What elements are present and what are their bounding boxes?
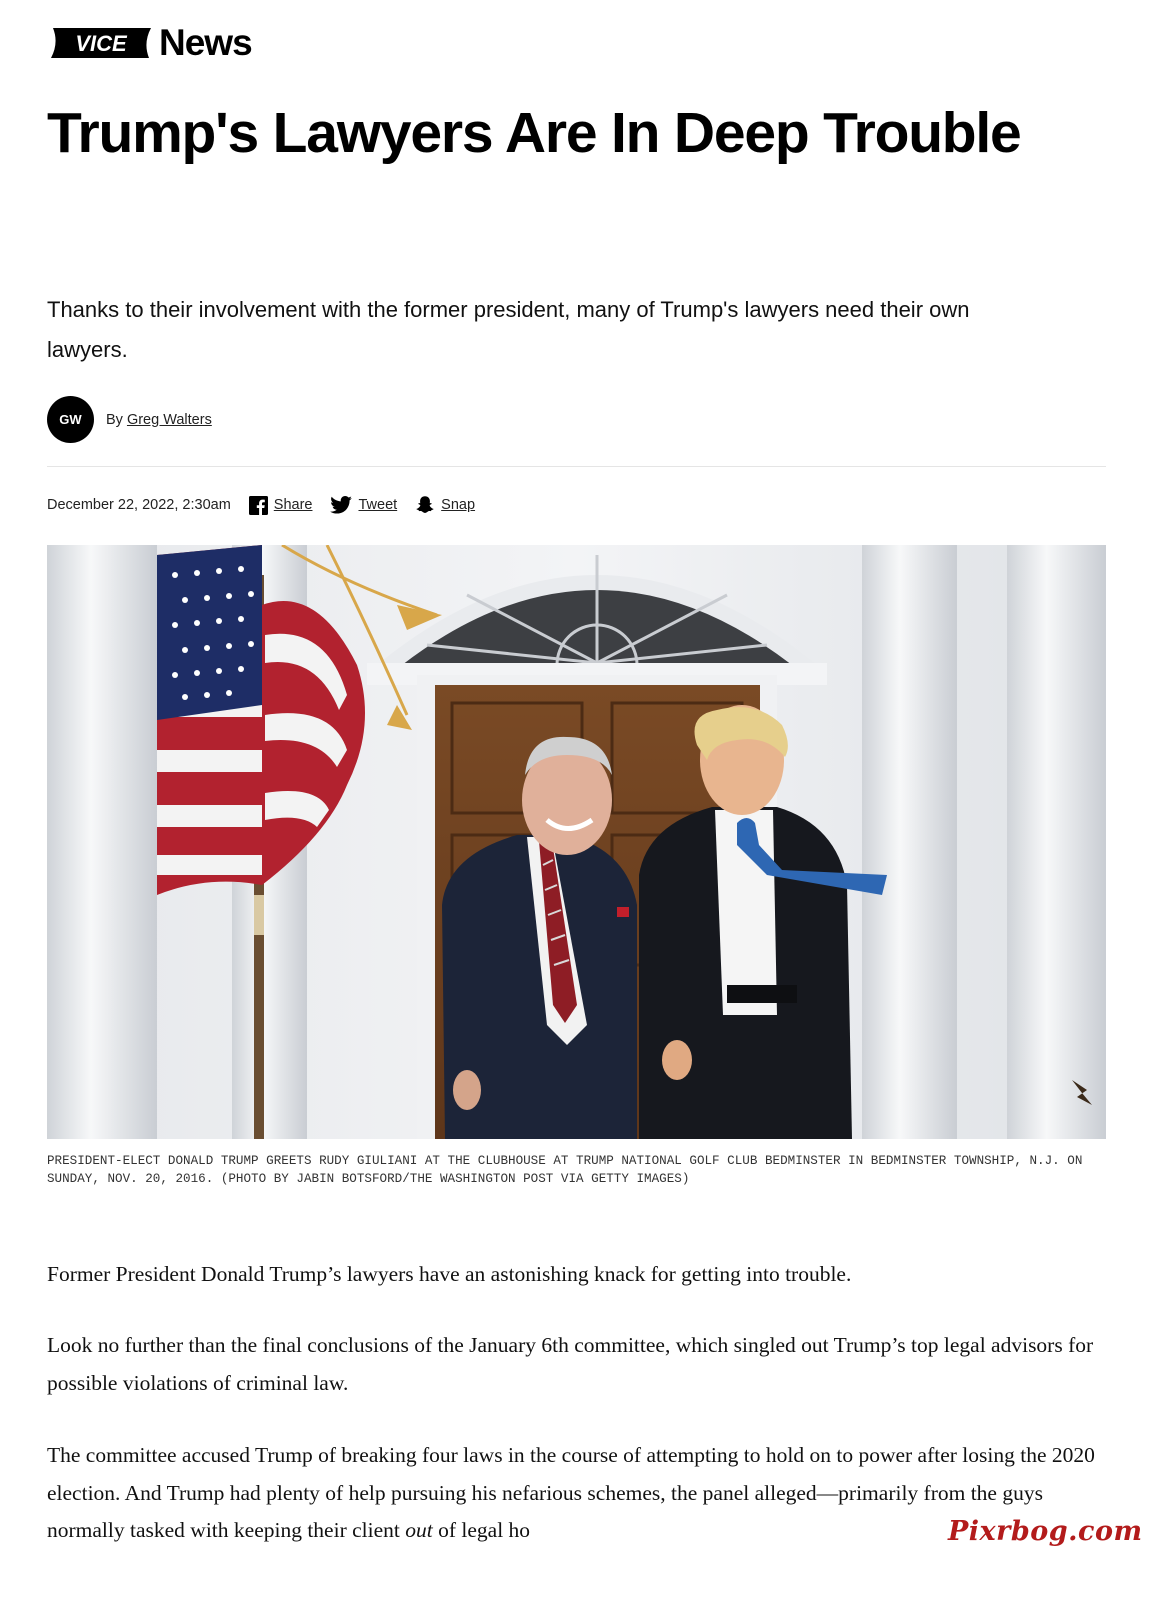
share-snapchat-button[interactable] bbox=[415, 495, 475, 515]
share-facebook-label[interactable]: Share bbox=[273, 497, 313, 513]
vice-logo-mark bbox=[47, 24, 155, 62]
article-meta bbox=[47, 494, 475, 516]
photo-caption: PRESIDENT-ELECT DONALD TRUMP GREETS RUDY GIULIANI AT THE CLUBHOUSE AT TRUMP NATIONAL GOLF CLUB BEDMINSTER IN BEDMINSTER TOWNSHIP, N.J. ON SUNDAY, NOV. 20, 2016. (PHOTO BY JABIN BOTSFORD/THE WASHINGTON POST VIA GETTY IMAGES) bbox=[47, 1154, 1083, 1186]
article-dek: Thanks to their involvement with the former president, many of Trump's lawyers need their own lawyers. bbox=[47, 297, 970, 362]
paragraph-3-text-end: of legal ho bbox=[432, 1518, 531, 1542]
paragraph-1: Former President Donald Trump’s lawyers have an astonishing knack for getting into trouble. bbox=[47, 1262, 852, 1286]
paragraph-2: Look no further than the final conclusions of the January 6th committee, which singled out Trump’s top legal advisors for possible violations of criminal law. bbox=[47, 1333, 1094, 1395]
share-facebook-button[interactable] bbox=[249, 496, 313, 515]
byline bbox=[47, 396, 212, 443]
divider bbox=[47, 466, 1106, 467]
publish-date: December 22, 2022, 2:30am bbox=[47, 497, 231, 513]
logo-news-text: News bbox=[159, 22, 252, 63]
snapchat-icon bbox=[415, 495, 435, 515]
author-link[interactable]: Greg Walters bbox=[126, 411, 212, 428]
share-snapchat-label[interactable]: Snap bbox=[441, 497, 476, 513]
author-avatar[interactable]: GW bbox=[47, 396, 94, 443]
paragraph-3-emphasis: out bbox=[405, 1518, 433, 1542]
watermark: Pixrbog.com bbox=[948, 1516, 1143, 1547]
by-prefix: By bbox=[106, 411, 123, 428]
hero-image bbox=[47, 545, 1106, 1139]
article-title: Trump's Lawyers Are In Deep Trouble bbox=[47, 101, 1021, 165]
share-twitter-button[interactable] bbox=[330, 496, 397, 514]
share-twitter-label[interactable]: Tweet bbox=[358, 497, 398, 513]
vice-news-logo[interactable] bbox=[47, 24, 252, 62]
facebook-icon bbox=[249, 496, 268, 515]
byline-text bbox=[106, 412, 212, 428]
paragraph-3-text: The committee accused Trump of breaking four laws in the course of attempting to hold on to power after losing the 2020 election. And Trump had plenty of help pursuing his nefarious schemes, the panel alleged—primarily from the guys normally tasked with keeping their client bbox=[47, 1443, 1095, 1542]
svg-text:VICE: VICE bbox=[75, 31, 127, 56]
hero-photo bbox=[47, 545, 1106, 1139]
twitter-icon bbox=[330, 496, 352, 514]
